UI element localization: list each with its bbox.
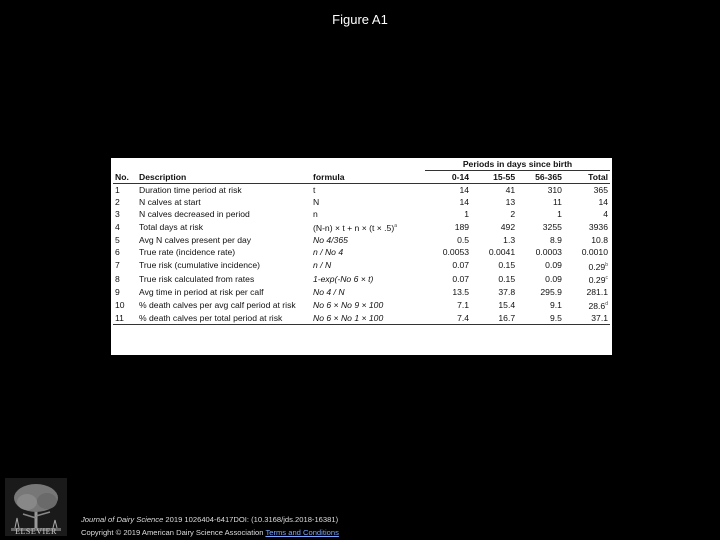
cell-formula: No 6 × No 9 × 100 [313,300,384,311]
cell-no: 10 [115,300,125,311]
cell-56-365: 9.5 [517,312,564,325]
cell-56-365: 8.9 [549,235,562,246]
cell-formula: N [313,197,320,208]
table-row [113,220,610,234]
cell-description: Avg time in period at risk per calf [139,287,264,298]
col-header-formula: formula [311,171,425,184]
elsevier-wordmark: ELSEVIER [15,527,57,536]
col-header-0-14: 0-14 [425,171,471,184]
cell-0-14: 7.4 [425,312,471,325]
cell-15-55: 37.8 [498,287,516,298]
cell-description: % death calves per avg calf period at risk [139,300,296,311]
cell-description: % death calves per total period at risk [137,312,311,325]
cell-description: True rate (incidence rate) [139,247,236,258]
cell-description: Duration time period at risk [139,185,242,196]
cell-56-365: 310 [547,185,562,196]
cell-15-55: 492 [500,222,516,233]
cell-description: Avg N calves present per day [139,235,252,246]
cell-56-365: 9.1 [549,300,562,311]
cell-total: 28.6$^d$ [588,301,608,312]
table-row [113,286,610,298]
cell-56-365: 0.09 [545,260,562,271]
cell-no: 2 [115,197,120,208]
cell-total: 10.8 [591,235,608,246]
cell-total: 37.1 [564,312,610,325]
group-header: Periods in days since birth [425,158,610,171]
cell-0-14: 0.5 [457,235,470,246]
cell-15-55: 16.7 [471,312,517,325]
cell-15-55: 13 [505,197,516,208]
table-row [113,208,610,220]
table-body [113,184,610,325]
cell-total: 0.29$^b$ [588,261,608,272]
cell-0-14: 13.5 [452,287,470,298]
cell-no: 4 [115,222,120,233]
cell-15-55: 15.4 [498,300,516,311]
cell-0-14: 0.0053 [442,247,470,258]
cell-15-55: 1.3 [503,235,516,246]
column-header-row [113,171,610,184]
cell-15-55: 2 [510,209,516,220]
cell-no: 6 [115,247,120,258]
cell-total: 0.29$^c$ [588,275,608,286]
cell-no: 7 [115,260,120,271]
cell-0-14: 14 [459,185,470,196]
cell-15-55: 41 [505,185,516,196]
cell-total: 365 [593,185,608,196]
cell-0-14: 189 [454,222,470,233]
footnote-marker: a [394,223,397,230]
cell-total: 0.0010 [581,247,608,258]
cell-15-55: 0.15 [498,260,516,271]
cell-formula: n / N [313,260,332,271]
table-row [113,246,610,258]
footnote-marker: c [605,275,608,282]
cell-no: 3 [115,209,120,220]
table-row [113,184,610,197]
cell-no: 11 [113,312,137,325]
footnote-marker: b [605,261,608,268]
cell-56-365: 0.09 [545,274,562,285]
terms-link[interactable]: Terms and Conditions [265,528,339,537]
col-header-no: No. [113,171,137,184]
cell-no: 8 [115,274,120,285]
cell-56-365: 11 [552,197,562,208]
col-header-description: Description [137,171,311,184]
table-row [113,259,610,273]
cell-total: 4 [603,209,608,220]
copyright-text: Copyright © 2019 American Dairy Science Association [81,528,266,537]
col-header-total: Total [564,171,610,184]
cell-no: 1 [115,185,120,196]
cell-0-14: 0.07 [452,260,470,271]
risk-table [113,158,610,325]
cell-description: N calves at start [139,197,201,208]
footer-citation [81,513,339,539]
cell-formula: No 6 × No 1 × 100 [311,312,425,325]
cell-description: True risk calculated from rates [139,274,255,285]
cell-formula: t [313,185,316,196]
cell-formula: n / No 4 [313,247,344,258]
cell-formula: No 4/365 [313,235,348,246]
cell-formula: $(N-n) \times t + n \times (t \times .5)^a$ [313,223,397,234]
cell-description: True risk (cumulative incidence) [139,260,260,271]
table-row [113,298,610,312]
table-row [113,272,610,286]
cell-0-14: 14 [459,197,470,208]
cell-no: 9 [115,287,120,298]
cell-no: 5 [115,235,120,246]
cell-description: Total days at risk [139,222,203,233]
cell-formula: n [313,209,318,220]
footnote-marker: d [605,301,608,308]
journal-name: Journal of Dairy Science [81,515,164,524]
table-row [113,196,610,208]
table-row [113,234,610,246]
cell-description: N calves decreased in period [139,209,250,220]
cell-0-14: 0.07 [452,274,470,285]
cell-0-14: 7.1 [457,300,470,311]
cell-15-55: 0.0041 [488,247,516,258]
cell-56-365: 0.0003 [535,247,562,258]
table-row [113,312,610,325]
col-header-15-55: 15-55 [471,171,517,184]
cell-formula: 1-exp(-No 6 × t) [313,274,374,285]
group-header-row [113,158,610,171]
cell-total: 3936 [588,222,608,233]
cell-56-365: 295.9 [540,287,562,298]
figure-table-panel [111,158,612,355]
cell-15-55: 0.15 [498,274,516,285]
col-header-56-365: 56-365 [517,171,564,184]
cell-56-365: 1 [557,209,562,220]
cell-total: 14 [598,197,608,208]
citation-text: 2019 1026404-6417DOI: (10.3168/jds.2018-16381) [163,515,339,524]
slide-title: Figure A1 [332,12,388,27]
cell-56-365: 3255 [542,222,562,233]
cell-formula: No 4 / N [313,287,345,298]
cell-0-14: 1 [464,209,470,220]
cell-total: 281.1 [586,287,608,298]
